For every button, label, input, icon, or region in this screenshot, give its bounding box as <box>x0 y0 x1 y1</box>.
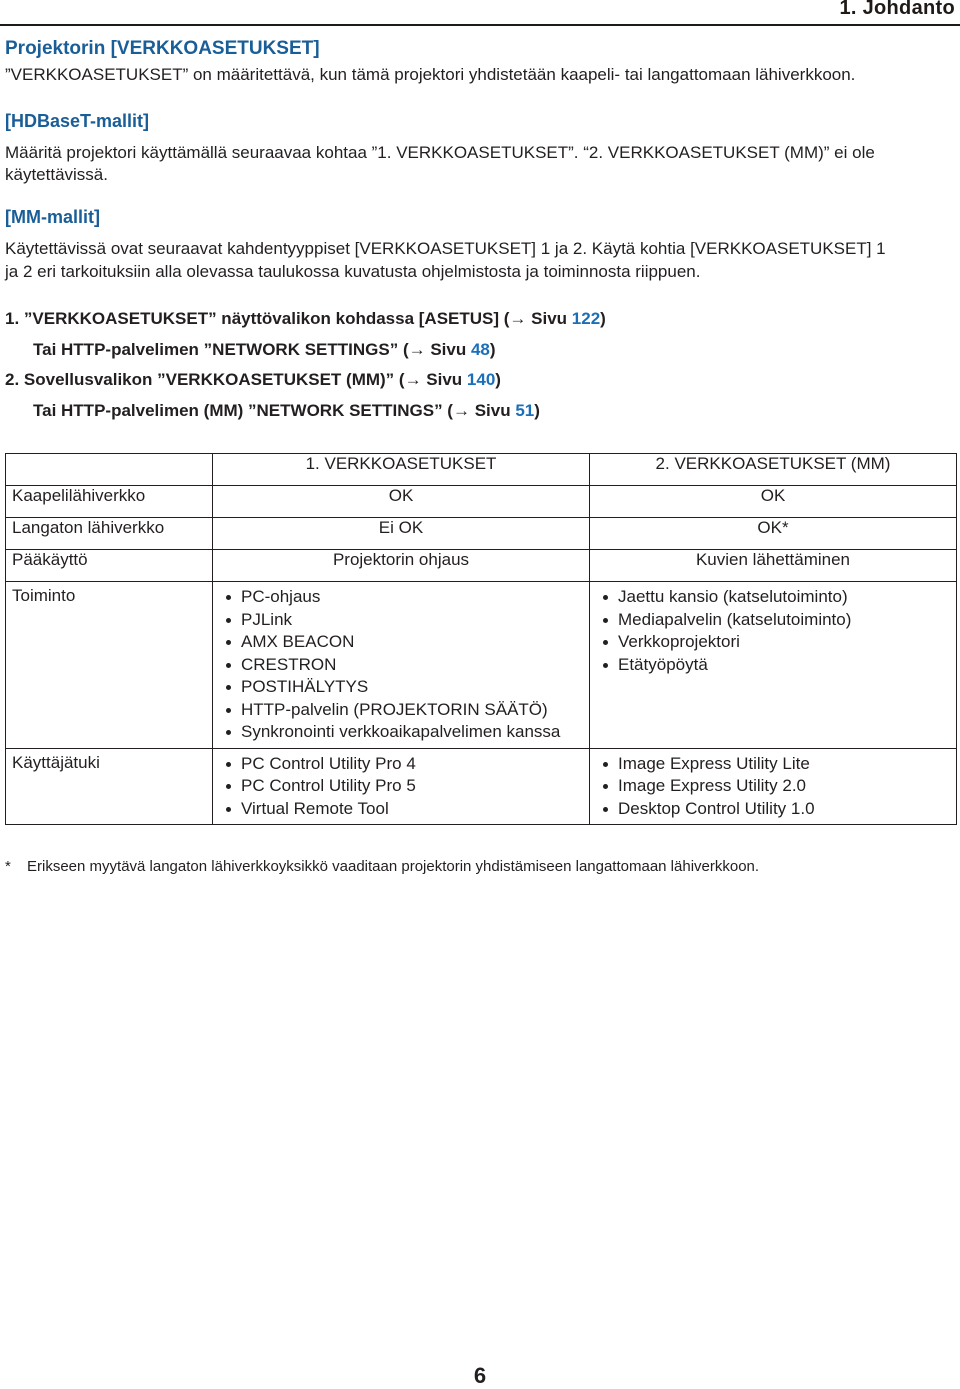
list-item: Desktop Control Utility 1.0 <box>600 798 950 821</box>
mm-text-line1: Käytettävissä ovat seuraavat kahdentyyppiset [VERKKOASETUKSET] 1 ja 2. Käytä kohtia [VERKKOASETUKSET] 1 <box>5 239 886 258</box>
nav-item-suffix: ) <box>600 309 606 328</box>
table-header-cell <box>6 454 213 486</box>
table-cell: Ei OK <box>213 518 590 550</box>
table-cell <box>213 748 590 825</box>
row-label: Kaapelilähiverkko <box>6 486 213 518</box>
footnote-text: Erikseen myytävä langaton lähiverkkoyksikkö vaaditaan projektorin yhdistämiseen langattomaan lähiverkkoon. <box>27 858 760 875</box>
list-item: Image Express Utility 2.0 <box>600 775 950 798</box>
mm-text-line2: ja 2 eri tarkoituksiin alla olevassa taulukossa kuvatusta ohjelmistosta ja toiminnosta riippuen. <box>5 262 701 281</box>
arrow-right-icon: → <box>404 370 422 389</box>
nav-item-suffix: ) <box>534 401 540 420</box>
bullet-list <box>223 753 583 821</box>
page-link[interactable]: 48 <box>470 340 490 359</box>
hdbaset-text-line1: Määritä projektori käyttämällä seuraavaa kohtaa ”1. VERKKOASETUKSET”. “2. VERKKOASETUKSET (MM)” ei ole <box>5 143 875 162</box>
nav-sivu-label: Sivu <box>469 401 516 420</box>
section-intro: ”VERKKOASETUKSET” on määritettävä, kun tämä projektori yhdistetään kaapeli- tai langattomaan lähiverkkoon. <box>5 65 856 84</box>
table-cell: Kuvien lähettäminen <box>590 550 957 582</box>
network-settings-table <box>5 453 957 825</box>
list-item: Etätyöpöytä <box>600 654 950 677</box>
table-cell: OK <box>213 486 590 518</box>
nav-item-http-network-settings <box>33 340 496 360</box>
page-link[interactable]: 140 <box>466 370 496 389</box>
arrow-right-icon: → <box>408 340 426 359</box>
list-item: Mediapalvelin (katselutoiminto) <box>600 609 950 632</box>
chapter-header <box>0 0 960 24</box>
bullet-list <box>600 586 950 676</box>
bullet-list <box>600 753 950 821</box>
chapter-title: 1. Johdanto <box>839 0 955 19</box>
footnote <box>5 858 759 875</box>
nav-sivu-label: Sivu <box>421 370 467 389</box>
hdbaset-text-line2: käytettävissä. <box>5 165 108 184</box>
page-link[interactable]: 51 <box>515 401 535 420</box>
list-item: PC Control Utility Pro 4 <box>223 753 583 776</box>
table-header-cell: 1. VERKKOASETUKSET <box>213 454 590 486</box>
list-item: AMX BEACON <box>223 631 568 654</box>
table-cell: OK <box>590 486 957 518</box>
table-row-kayttajatuki <box>6 748 957 825</box>
row-label: Toiminto <box>6 582 213 749</box>
bullet-list <box>223 586 568 744</box>
list-item: Verkkoprojektori <box>600 631 950 654</box>
nav-sivu-label: Sivu <box>526 309 572 328</box>
nav-item-http-network-settings-mm <box>33 401 540 421</box>
arrow-right-icon: → <box>452 401 470 420</box>
nav-item-suffix: ) <box>495 370 501 389</box>
page-link[interactable]: 122 <box>571 309 601 328</box>
list-item: Virtual Remote Tool <box>223 798 583 821</box>
list-item: Image Express Utility Lite <box>600 753 950 776</box>
nav-item-text: 1. ”VERKKOASETUKSET” näyttövalikon kohdassa [ASETUS] ( <box>5 309 510 328</box>
list-item: CRESTRON <box>223 654 568 677</box>
nav-item-text: Tai HTTP-palvelimen (MM) ”NETWORK SETTINGS” ( <box>33 401 453 420</box>
footnote-mark: * <box>5 858 11 875</box>
table-row-toiminto <box>6 582 957 749</box>
arrow-right-icon: → <box>509 309 527 328</box>
list-item: Jaettu kansio (katselutoiminto) <box>600 586 950 609</box>
page-number: 6 <box>473 1363 487 1388</box>
list-item: PC-ohjaus <box>223 586 568 609</box>
table-cell <box>590 748 957 825</box>
row-label: Pääkäyttö <box>6 550 213 582</box>
list-item: Synkronointi verkkoaikapalvelimen kanssa <box>223 721 581 744</box>
nav-sivu-label: Sivu <box>425 340 471 359</box>
nav-item-text: 2. Sovellusvalikon ”VERKKOASETUKSET (MM)” ( <box>5 370 405 389</box>
table-row <box>6 550 957 582</box>
table-cell <box>590 582 957 749</box>
table-row <box>6 518 957 550</box>
table-header-row <box>6 454 957 486</box>
hdbaset-title: [HDBaseT-mallit] <box>5 111 150 131</box>
nav-item-suffix: ) <box>489 340 496 359</box>
nav-item-verkkoasetukset-mm <box>5 370 501 390</box>
list-item: POSTIHÄLYTYS <box>223 676 568 699</box>
mm-title: [MM-mallit] <box>5 207 100 227</box>
nav-item-text: Tai HTTP-palvelimen ”NETWORK SETTINGS” ( <box>33 340 409 359</box>
table-row <box>6 486 957 518</box>
table-cell: OK* <box>590 518 957 550</box>
list-item: PC Control Utility Pro 5 <box>223 775 583 798</box>
row-label: Langaton lähiverkko <box>6 518 213 550</box>
row-label: Käyttäjätuki <box>6 748 213 825</box>
list-item: PJLink <box>223 609 568 632</box>
table-cell: Projektorin ohjaus <box>213 550 590 582</box>
table-cell <box>213 582 590 749</box>
list-item: HTTP-palvelin (PROJEKTORIN SÄÄTÖ) <box>223 699 568 722</box>
nav-item-verkkoasetukset <box>5 309 606 329</box>
header-rule <box>0 24 960 26</box>
table-header-cell: 2. VERKKOASETUKSET (MM) <box>590 454 957 486</box>
section-title: Projektorin [VERKKOASETUKSET] <box>5 38 320 59</box>
